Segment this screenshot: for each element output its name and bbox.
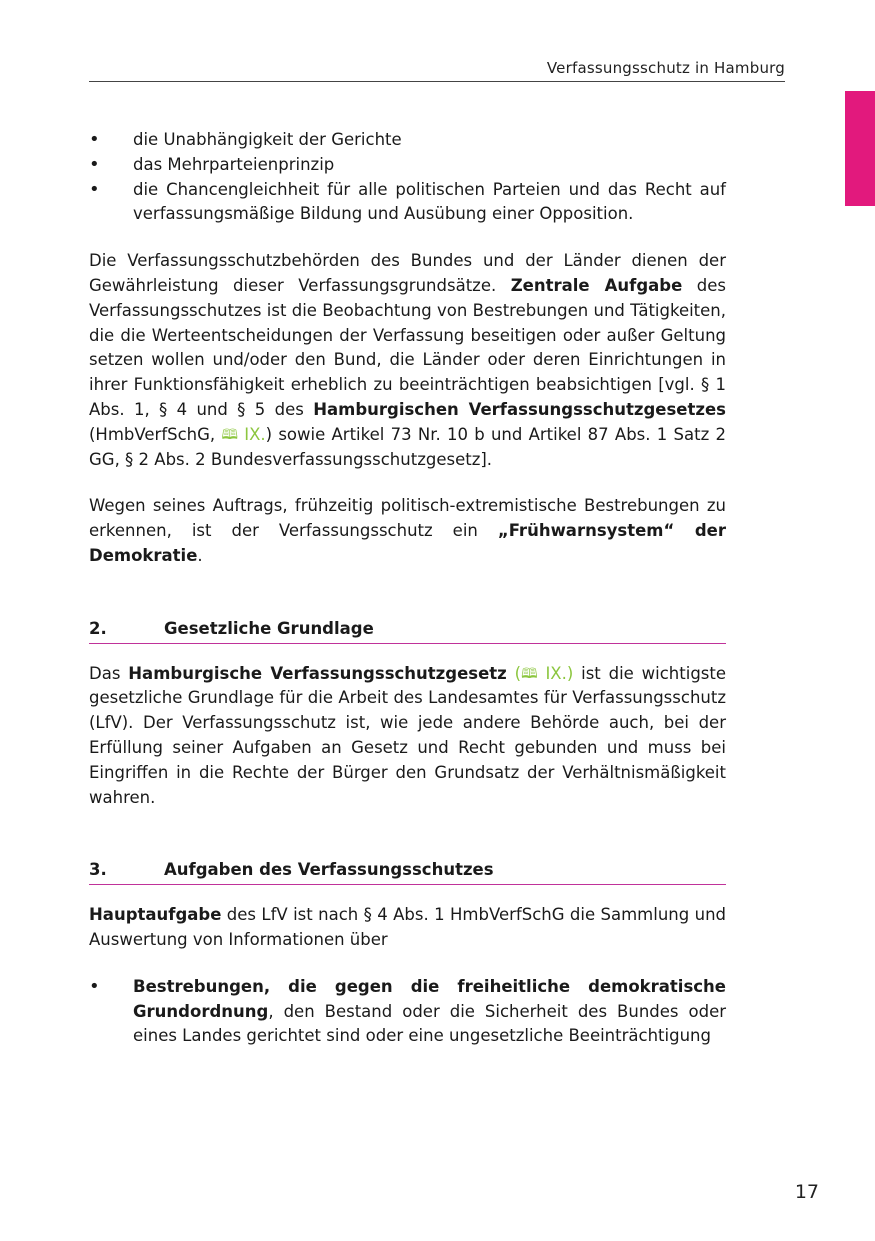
list-item: • die Unabhängigkeit der Gerichte (89, 128, 726, 153)
page-number: 17 (794, 1181, 819, 1203)
running-header: Verfassungsschutz in Hamburg (546, 59, 785, 77)
book-icon: 🕮 (521, 665, 538, 682)
section-heading-3: 3. Aufgaben des Verfassungsschutzes (89, 858, 726, 885)
law-reference-link[interactable]: 🕮 IX.) (521, 664, 573, 683)
chapter-tab-marker (845, 91, 875, 206)
page-content (89, 128, 726, 1049)
bullet-icon: • (89, 129, 100, 150)
book-icon: 🕮 (221, 426, 238, 443)
bullet-list-principles (89, 128, 726, 227)
paragraph-legal-basis: Das Hamburgische Verfassungsschutzgesetz (🕮 IX.) ist die wichtigste gesetzliche Grundlage für die Arbeit des Landesamtes für Verfassungsschutz (LfV). Der Verfassungsschutz ist, wie jede andere Behörde auch, bei der Erfüllung seiner Aufgaben an Gesetz und Recht gebunden und muss bei Eingriffen in die Rechte der Bürger den Grundsatz der Verhältnismäßigkeit wahren. (89, 663, 727, 807)
bullet-icon: • (89, 178, 100, 200)
paragraph-early-warning: Wegen seines Auftrags, frühzeitig politisch-extremistische Bestrebungen zu erkennen, ist der Verfassungsschutz ein „Frühwarnsystem“ der Demokratie. (89, 496, 726, 565)
list-item: • Bestrebungen, die gegen die freiheitliche demokratische Grundordnung, den Bestand oder die Sicherheit des Bundes oder eines Landes gerichtet sind oder eine ungesetzliche Beeinträchtigung (89, 975, 726, 1046)
paragraph-tasks: Die Verfassungsschutzbehörden des Bundes und der Länder dienen der Gewährleistung dieser Verfassungsgrundsätze. Zentrale Aufgabe des Verfassungsschutzes ist die Beobachtung von Bestrebungen und Tätigkeiten, die die Werteentscheidungen der Verfassung beseitigen oder außer Geltung setzen wollen und/oder den Bund, die Länder oder deren Einrichtungen in ihrer Funktionsfähigkeit erheblich zu beeinträchtigen beabsichtigen [vgl. § 1 Abs. 1, § 4 und § 5 des Hamburgischen Verfassungsschutzgesetzes (HmbVerfSchG, 🕮 IX.) sowie Artikel 73 Nr. 10 b und Artikel 87 Abs. 1 Satz 2 GG, § 2 Abs. 2 Bundesverfassungsschutzgesetz]. (89, 251, 727, 469)
bullet-icon: • (89, 975, 100, 997)
list-item: • die Chancengleichheit für alle politischen Parteien und das Recht auf verfassungsmäßige Bildung und Ausübung einer Opposition. (89, 178, 726, 224)
paragraph-main-task: Hauptaufgabe des LfV ist nach § 4 Abs. 1 HmbVerfSchG die Sammlung und Auswertung von Informationen über (89, 905, 726, 949)
bullet-list-tasks (89, 975, 726, 1049)
list-item: • das Mehrparteienprinzip (89, 153, 726, 178)
header-rule (89, 81, 785, 82)
bullet-icon: • (89, 153, 100, 175)
section-heading-2: 2. Gesetzliche Grundlage (89, 617, 726, 644)
law-reference-link[interactable]: 🕮 IX. (221, 425, 265, 444)
